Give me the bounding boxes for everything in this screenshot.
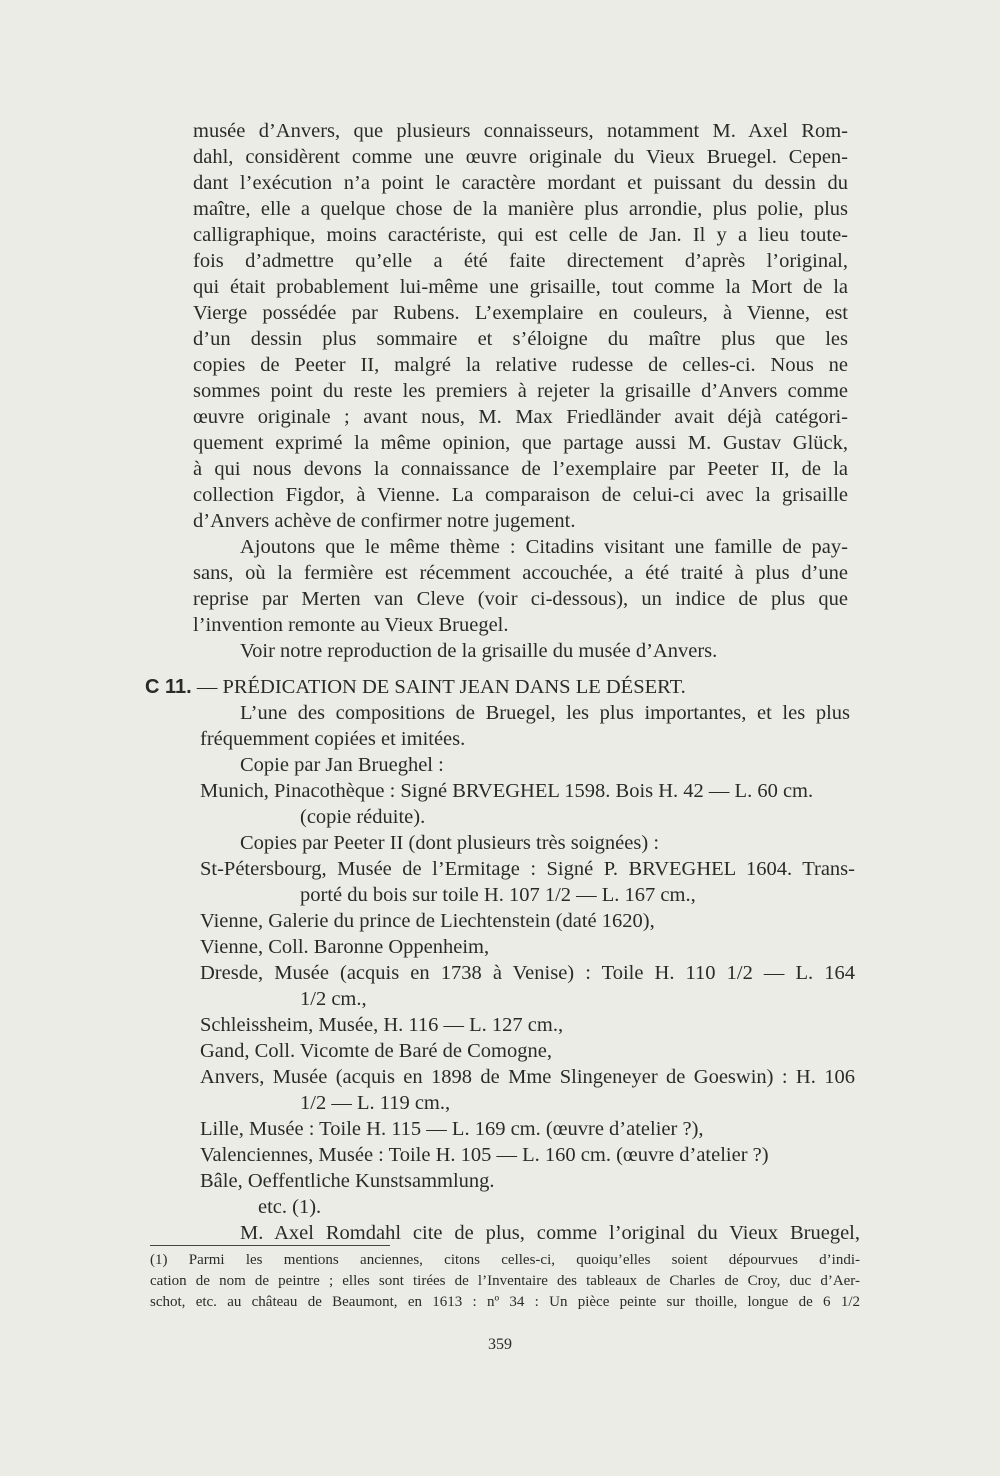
section-line: Vienne, Galerie du prince de Liechtenstein (daté 1620), bbox=[200, 910, 655, 932]
body-line: maître, elle a quelque chose de la manière plus arrondie, plus polie, plus bbox=[193, 198, 848, 220]
body-line: collection Figdor, à Vienne. La comparaison de celui-ci avec la grisaille bbox=[193, 484, 848, 506]
section-line: Valenciennes, Musée : Toile H. 105 — L. 160 cm. (œuvre d’atelier ?) bbox=[200, 1144, 769, 1166]
section-line: Dresde, Musée (acquis en 1738 à Venise) : Toile H. 110 1/2 — L. 164 bbox=[200, 962, 855, 984]
body-line: l’invention remonte au Vieux Bruegel. bbox=[193, 614, 509, 636]
body-line: fois d’admettre qu’elle a été faite directement d’après l’original, bbox=[193, 250, 848, 272]
footnote-line: schot, etc. au château de Beaumont, en 1613 : nº 34 : Un pièce peinte sur thoille, longue de 6 1/2 bbox=[150, 1294, 860, 1310]
footnote-line: (1) Parmi les mentions anciennes, citons celles-ci, quoiqu’elles soient dépourvues d’indi- bbox=[150, 1252, 860, 1268]
section-line: 1/2 cm., bbox=[300, 988, 367, 1010]
body-line: à qui nous devons la connaissance de l’exemplaire par Peeter II, de la bbox=[193, 458, 848, 480]
body-line: Vierge possédée par Rubens. L’exemplaire en couleurs, à Vienne, est bbox=[193, 302, 848, 324]
body-line: qui était probablement lui-même une grisaille, tout comme la Mort de la bbox=[193, 276, 848, 298]
section-line: Lille, Musée : Toile H. 115 — L. 169 cm. (œuvre d’atelier ?), bbox=[200, 1118, 704, 1140]
body-line: calligraphique, moins caractériste, qui est celle de Jan. Il y a lieu toute- bbox=[193, 224, 848, 246]
section-line: L’une des compositions de Bruegel, les plus importantes, et les plus bbox=[240, 702, 850, 724]
body-line: copies de Peeter II, malgré la relative rudesse de celles-ci. Nous ne bbox=[193, 354, 848, 376]
section-line: Schleissheim, Musée, H. 116 — L. 127 cm., bbox=[200, 1014, 564, 1036]
body-line: reprise par Merten van Cleve (voir ci-dessous), un indice de plus que bbox=[193, 588, 848, 610]
section-line: Anvers, Musée (acquis en 1898 de Mme Slingeneyer de Goeswin) : H. 106 bbox=[200, 1066, 855, 1088]
body-line: sans, où la fermière est récemment accouchée, a été traité à plus d’une bbox=[193, 562, 848, 584]
section-line: Munich, Pinacothèque : Signé BRVEGHEL 1598. Bois H. 42 — L. 60 cm. bbox=[200, 780, 814, 802]
section-line: Copies par Peeter II (dont plusieurs très soignées) : bbox=[240, 832, 660, 854]
body-line: Voir notre reproduction de la grisaille du musée d’Anvers. bbox=[240, 640, 718, 662]
body-line: d’un dessin plus sommaire et s’éloigne du maître plus que les bbox=[193, 328, 848, 350]
section-line: Vienne, Coll. Baronne Oppenheim, bbox=[200, 936, 490, 958]
body-line: musée d’Anvers, que plusieurs connaisseurs, notamment M. Axel Rom- bbox=[193, 120, 848, 142]
section-line: Bâle, Oeffentliche Kunstsammlung. bbox=[200, 1170, 495, 1192]
body-line: sommes point du reste les premiers à rejeter la grisaille d’Anvers comme bbox=[193, 380, 848, 402]
section-line: fréquemment copiées et imitées. bbox=[200, 728, 466, 750]
section-line: porté du bois sur toile H. 107 1/2 — L. 167 cm., bbox=[300, 884, 696, 906]
section-line: 1/2 — L. 119 cm., bbox=[300, 1092, 451, 1114]
section-code: C 11. bbox=[145, 676, 192, 698]
section-title: — PRÉDICATION DE SAINT JEAN DANS LE DÉSERT. bbox=[196, 676, 686, 698]
section-line: (copie réduite). bbox=[300, 806, 426, 828]
body-line: quement exprimé la même opinion, que partage aussi M. Gustav Glück, bbox=[193, 432, 848, 454]
footnote-rule bbox=[150, 1245, 390, 1246]
body-line: dant l’exécution n’a point le caractère mordant et puissant du dessin du bbox=[193, 172, 848, 194]
body-line: dahl, considèrent comme une œuvre originale du Vieux Bruegel. Cepen- bbox=[193, 146, 848, 168]
section-line: etc. (1). bbox=[258, 1196, 322, 1218]
section-line: Gand, Coll. Vicomte de Baré de Comogne, bbox=[200, 1040, 552, 1062]
body-line: œuvre originale ; avant nous, M. Max Friedländer avait déjà catégori- bbox=[193, 406, 848, 428]
footnote-line: cation de nom de peintre ; elles sont tirées de l’Inventaire des tableaux de Charles de Croy, duc d’Aer- bbox=[150, 1273, 860, 1289]
section-line: Copie par Jan Brueghel : bbox=[240, 754, 444, 776]
body-line: d’Anvers achève de confirmer notre jugement. bbox=[193, 510, 576, 532]
body-line: Ajoutons que le même thème : Citadins visitant une famille de pay- bbox=[240, 536, 848, 558]
page-number: 359 bbox=[488, 1336, 512, 1353]
section-line: St-Pétersbourg, Musée de l’Ermitage : Signé P. BRVEGHEL 1604. Trans- bbox=[200, 858, 855, 880]
section-line: M. Axel Romdahl cite de plus, comme l’original du Vieux Bruegel, bbox=[240, 1222, 860, 1244]
section-heading bbox=[145, 674, 686, 700]
